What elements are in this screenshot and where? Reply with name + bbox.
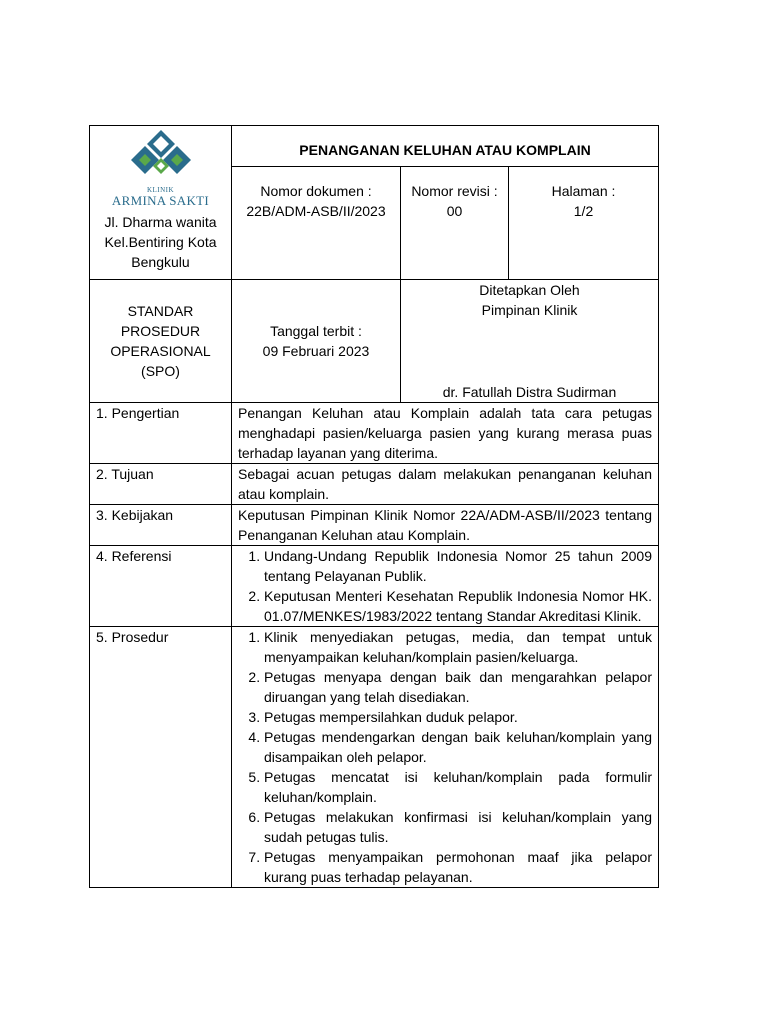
issue-date-value: 09 Februari 2023 [262,343,370,359]
clinic-address [90,212,231,272]
sop-document [89,125,658,888]
section-text: Penangan Keluhan atau Komplain adalah tata cara petugas menghadapi pasien/keluarga pasien yang kurang merasa puas terhadap layanan yang diterima. [232,403,659,464]
list-item: 4. Petugas mendengarkan dengan baik keluhan/komplain yang disampaikan oleh pelapor. [264,727,652,767]
procedure-list [238,627,652,887]
list-item: 5. Petugas mencatat isi keluhan/komplain pada formulir keluhan/komplain. [264,767,652,807]
section-label: 5. Prosedur [90,627,232,888]
list-item: 2. Petugas menyapa dengan baik dan mengarahkan pelapor diruangan yang telah disediakan. [264,667,652,707]
revision-label: Nomor revisi : [411,183,498,199]
spo-cell [90,280,232,403]
clinic-logo-icon [125,128,197,186]
reference-list [238,546,652,626]
issue-date-label: Tanggal terbit : [270,323,362,339]
list-item: 1. Klinik menyediakan petugas, media, dan tempat untuk menyampaikan keluhan/komplain pasien/keluarga. [264,627,652,667]
page-cell [509,167,659,280]
table-row [90,505,659,546]
spo-line: STANDAR [127,303,194,319]
header-table [89,125,659,403]
list-item: 1. Undang-Undang Republik Indonesia Nomor 25 tahun 2009 tentang Pelayanan Publik. [264,546,652,586]
approver-name: dr. Fatullah Distra Sudirman [442,384,617,400]
spo-line: (SPO) [141,363,180,379]
spo-line: PROSEDUR [120,323,201,339]
list-item: 6. Petugas melakukan konfirmasi isi keluhan/komplain yang sudah petugas tulis. [264,807,652,847]
doc-number-label: Nomor dokumen : [260,183,372,199]
issue-date-cell [232,280,401,403]
table-row [90,464,659,505]
spo-line: OPERASIONAL [110,343,211,359]
page-label: Halaman : [551,183,616,199]
table-row [90,403,659,464]
section-label: 3. Kebijakan [90,505,232,546]
section-label: 2. Tujuan [90,464,232,505]
section-text: Keputusan Pimpinan Klinik Nomor 22A/ADM-ASB/II/2023 tentang Penanganan Keluhan atau Komplain. [232,505,659,546]
doc-number-cell [232,167,401,280]
approval-cell [401,280,659,403]
revision-value: 00 [446,203,463,219]
list-item: 7. Petugas menyampaikan permohonan maaf jika pelapor kurang puas terhadap pelayanan. [264,847,652,887]
table-row [90,627,659,888]
address-line: Jl. Dharma wanita [104,214,217,230]
section-list-cell [232,546,659,627]
section-label: 1. Pengertian [90,403,232,464]
address-line: Bengkulu [131,254,190,270]
clinic-name: ARMINA SAKTI [111,193,210,208]
approved-by-line: Ditetapkan Oleh [479,282,580,298]
list-item: 2. Keputusan Menteri Kesehatan Republik Indonesia Nomor HK. 01.07/MENKES/1983/2022 tentang Standar Akreditasi Klinik. [264,586,652,626]
address-line: Kel.Bentiring Kota [104,234,217,250]
section-text: Sebagai acuan petugas dalam melakukan penanganan keluhan atau komplain. [232,464,659,505]
approved-by-line: Pimpinan Klinik [481,302,578,318]
page-value: 1/2 [573,203,594,219]
document-title: PENANGANAN KELUHAN ATAU KOMPLAIN [232,126,659,167]
table-row [90,546,659,627]
section-list-cell [232,627,659,888]
list-item: 3. Petugas mempersilahkan duduk pelapor. [264,707,652,727]
clinic-logo-cell [90,126,232,280]
revision-cell [401,167,509,280]
content-table [89,402,659,888]
approval-block [401,280,658,320]
clinic-label: KLINIK [146,186,175,194]
section-label: 4. Referensi [90,546,232,627]
doc-number-value: 22B/ADM-ASB/II/2023 [246,203,386,219]
